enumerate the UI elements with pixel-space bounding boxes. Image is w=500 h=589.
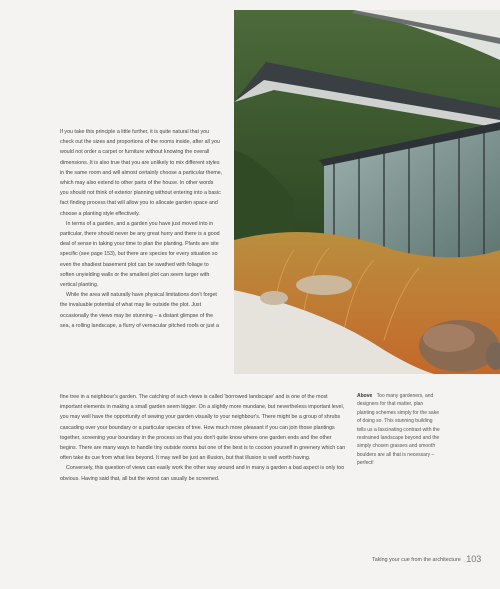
body-paragraph: While the area will naturally have physical limitations don't forget the invaluable potential of what may lie outside the plot. Just occasionally the views may be stunning – a distant glimpse of the sea, a rolling landscape, a flurry of vernacular pitched roofs or just a bbox=[60, 292, 219, 329]
body-paragraph: fine tree in a neighbour's garden. The catching of such views is called 'borrowed landscape' and is one of the most important elements in making a small garden seem bigger. On a slightly more mundane, but nevertheless important level, you may well have the opportunity of sewing your garden visually to your neighbour's. There might be a group of shrubs cascading over your boundary or a particular species of tree. How much more pleasant if you can join those plantings together, screening your boundary in the process so that you don't quite know where one garden ends and the other begins. There are many ways to handle tiny outside rooms but one of the best is to cocoon yourself in greenery which can often take its cue from what lies beyond. It may well be just an illusion, but that illusion is well worth having. bbox=[60, 394, 346, 462]
garden-photo bbox=[234, 10, 500, 374]
page-number: 103 bbox=[466, 554, 482, 564]
body-paragraph: In terms of a garden, and a garden you have just moved into in particular, there should never be any great hurry and there is a good deal of sense in taking your time to plan the planting. Plants are site specific (see page 153), but there are species for every situation so even the shadiest basement plot can be swathed with foliage to soften unyielding walls or the smallest plot can seem larger with vertical planting. bbox=[60, 220, 220, 289]
photo-caption bbox=[357, 392, 441, 468]
body-paragraph: Conversely, this question of views can easily work the other way around and in many a garden a bad aspect is only too obvious. Having said that, all but the worst can usually be screened. bbox=[60, 465, 345, 482]
running-title: Taking your cue from the architecture bbox=[372, 557, 461, 563]
body-wide bbox=[60, 392, 350, 484]
caption-text: Too many gardeners, and designers for that matter, plan planting schemes simply for the sake of doing so. This stunning building tells us a fascinating contrast with the restrained landscape beyond and the simply chosen grasses and smooth boulders are all that is necessary – perfect! bbox=[357, 393, 440, 467]
caption-label: Above bbox=[357, 393, 373, 399]
page-footer bbox=[372, 554, 481, 564]
body-paragraph: If you take this principle a little further, it is quite natural that you check out the sizes and proportions of the rooms inside, after all you would not order a carpet or furniture without knowing the overall dimensions. It is also true that you are unlikely to mix different styles in the same room and will almost certainly choose a particular theme, which may also extend to other parts of the house. In other words you should not think of exterior planning without entering into a basic fact finding process that will allow you to allocate garden space and choose a planting style effectively. bbox=[60, 129, 223, 217]
body-column bbox=[60, 127, 223, 331]
